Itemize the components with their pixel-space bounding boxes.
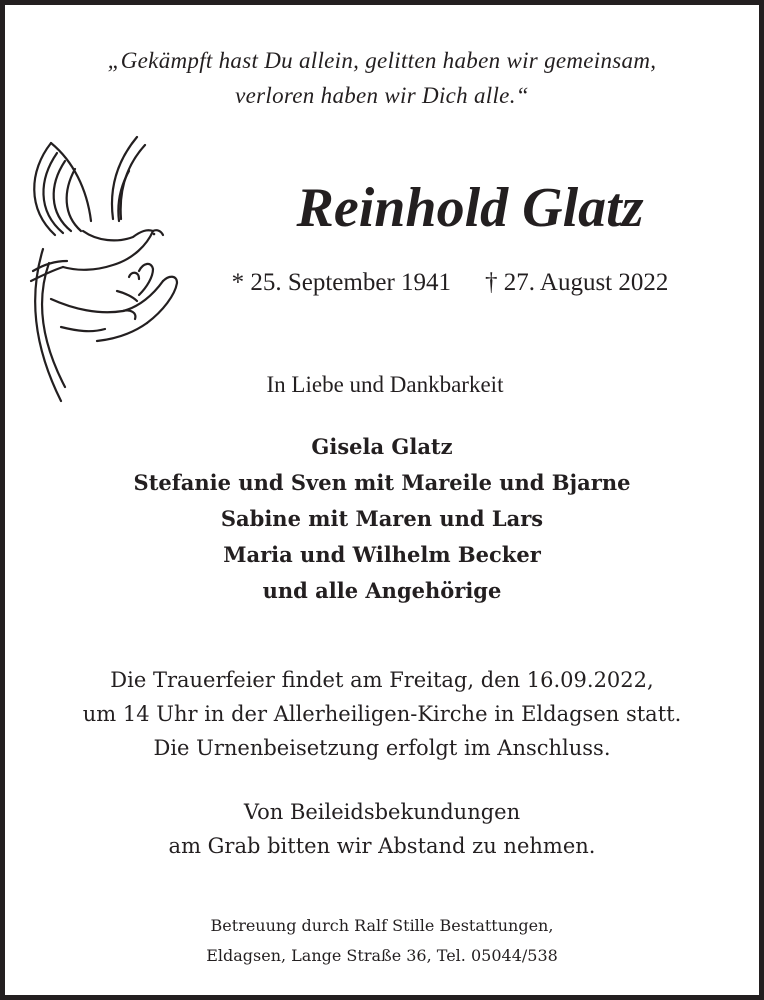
mourner-line: Stefanie und Sven mit Mareile und Bjarne (133, 470, 631, 495)
condolence-line: am Grab bitten wir Abstand zu nehmen. (168, 834, 596, 858)
mourner-line: Gisela Glatz (311, 434, 453, 459)
service-line: Die Trauerfeier findet am Freitag, den 16.09.2022, (110, 668, 654, 692)
thanks-line: In Liebe und Dankbarkeit (266, 372, 504, 397)
condolence-line: Von Beileidsbekundungen (243, 800, 521, 824)
undertaker-line: Eldagsen, Lange Straße 36, Tel. 05044/538 (206, 946, 558, 965)
deceased-name: Reinhold Glatz (296, 177, 644, 239)
funeral-service-info (5, 663, 759, 765)
death-date: † 27. August 2022 (485, 269, 669, 296)
mourners-list (5, 429, 759, 609)
service-line: Die Urnenbeisetzung erfolgt im Anschluss. (153, 736, 611, 760)
quote-line: verloren haben wir Dich alle.“ (235, 83, 529, 108)
birth-date: * 25. September 1941 (231, 269, 452, 296)
mourner-line: und alle Angehörige (262, 578, 502, 603)
memorial-quote (5, 43, 759, 113)
mourner-line: Sabine mit Maren und Lars (220, 506, 544, 531)
mourner-line: Maria und Wilhelm Becker (223, 542, 541, 567)
undertaker-info (5, 911, 759, 971)
quote-line: „Gekämpft hast Du allein, gelitten haben wir gemeinsam, (107, 48, 657, 73)
condolence-request (5, 795, 759, 863)
service-line: um 14 Uhr in der Allerheiligen-Kirche in Eldagsen statt. (82, 702, 682, 726)
undertaker-line: Betreuung durch Ralf Stille Bestattungen, (210, 916, 554, 935)
life-dates (190, 267, 710, 299)
